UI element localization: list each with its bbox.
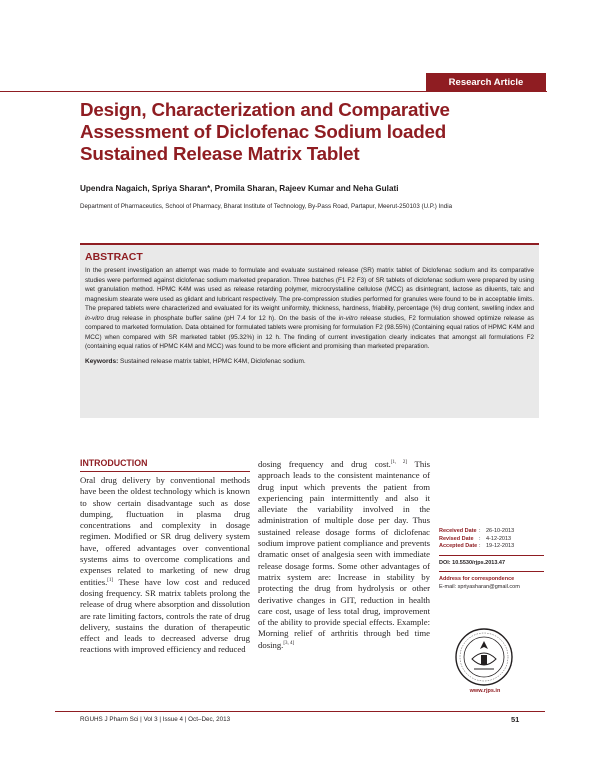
article-type-badge: Research Article xyxy=(426,73,546,91)
correspondence-heading: Address for correspondence xyxy=(439,576,515,582)
abstract-box xyxy=(80,243,539,418)
header-rule xyxy=(0,91,547,92)
keywords: Keywords: Sustained release matrix tablet, HPMC K4M, Diclofenac sodium. xyxy=(85,357,306,365)
accepted-date-row: Accepted Date : 19-12-2013 xyxy=(439,543,515,549)
affiliation: Department of Pharmaceutics, School of Pharmacy, Bharat Institute of Technology, By-Pass Road, Partapur, Meerut-250103 (U.P.) India xyxy=(80,203,453,210)
abstract-text: In the present investigation an attempt was made to formulate and evaluate sustained release (SR) matrix tablet of Diclofenac sodium and its comparative studies were performed against diclofenac sodium marketed preparation. Three batches (F1 F2 F3) of SR tablets of diclofenac sodium were prepared by using wet granulation method. HPMC K4M was used as release retarding polymer, microcrystalline cellulose (MCC) as disintegrant, lactose as diluents, talc and magnesium stearate were used as glidant and lubricant respectively. The pre-compression studies performed for granules were found to be in acceptable limits. The prepared tablets were characterized and evaluated for its weight uniformity, thickness, hardness, friability, percentage (%) drug content, swelling index and in-vitro drug release in phosphate buffer saline (pH 7.4 for 12 h). On the basis of the in-vitro release studies, F2 formulation showed optimize release as compared to marketed formulation. Data obtained for formulated tablets were promising for formulation F2 (98.55%) (Containing equal ratios of HPMC K4M and MCC) when compared with SR marketed tablet (95.32%) in 12 h. The finding of current investigation clearly indicates that amongst all formulations F2 (containing equal ratios of HPMC K4M and MCC) was found to be more efficient and promising than marketed preparation. xyxy=(85,267,535,350)
journal-url[interactable]: www.rjps.in xyxy=(469,688,501,694)
footer-rule xyxy=(55,711,545,712)
page-number: 51 xyxy=(511,715,520,724)
section-rule xyxy=(80,471,250,472)
section-heading: INTRODUCTION xyxy=(80,458,148,468)
body-column-2: dosing frequency and drug cost.[1, 2] This approach leads to the consistent maintenance of drug input which prevents the patient from experiencing pain intermittently and also it alleviate the variability involved in the administration of multiple dose per day. Thus sustained release dosage forms of diclofenac sodium improve patient compliance and prevents dramatic onset of analgesia seen with immediate release dosage forms. Some other advantages of matrix system are: Increase in stability by protecting the drug from hydrolysis or other derivative changes in GIT, reduction in health care cost, usage of less total drug, improvement of the ability to provide special effects. Example: Morning relief of arthritis through bed time dosing.[3, 4] xyxy=(258,459,430,650)
received-date-row: Received Date : 26-10-2013 xyxy=(439,528,515,534)
article-title: Design, Characterization and Comparative Assessment of Diclofenac Sodium loaded Sustained Release Matrix Tablet xyxy=(80,99,450,164)
doi[interactable]: DOI: 10.5530/rjps.2013.47 xyxy=(439,559,506,566)
abstract-heading: ABSTRACT xyxy=(85,251,143,263)
correspondence-email[interactable]: E-mail: spriyasharan@gmail.com xyxy=(439,583,520,590)
article-info-sidebar xyxy=(439,528,544,591)
footer-journal: RGUHS J Pharm Sci | Vol 3 | Issue 4 | Oct–Dec, 2013 xyxy=(80,716,231,723)
university-seal-icon xyxy=(454,627,514,687)
article-dates xyxy=(439,528,544,551)
revised-date-row: Revised Date : 4-12-2013 xyxy=(439,535,512,542)
author-list: Upendra Nagaich, Spriya Sharan*, Promila Sharan, Rajeev Kumar and Neha Gulati xyxy=(80,184,399,193)
body-column-1: Oral drug delivery by conventional methods have been the oldest technology which is known to show certain disadvantage such as dose dumping, fluctuation in plasma drug concentrations and complexity in dosage regimen. Modified or SR drug delivery system have, offered advantages over conventional systems aims to overcome complications and expenses related to marketing of new drug entities.[1] These have low cost and reduced dosing frequency. SR matrix tablets prolong the release of drug where absorption and dissolution are rate limiting factors, controls the rate of drug delivery, sustains the duration of therapeutic effect and leads to decreased adverse drug reactions with improved efficiency and reduced xyxy=(80,475,250,655)
